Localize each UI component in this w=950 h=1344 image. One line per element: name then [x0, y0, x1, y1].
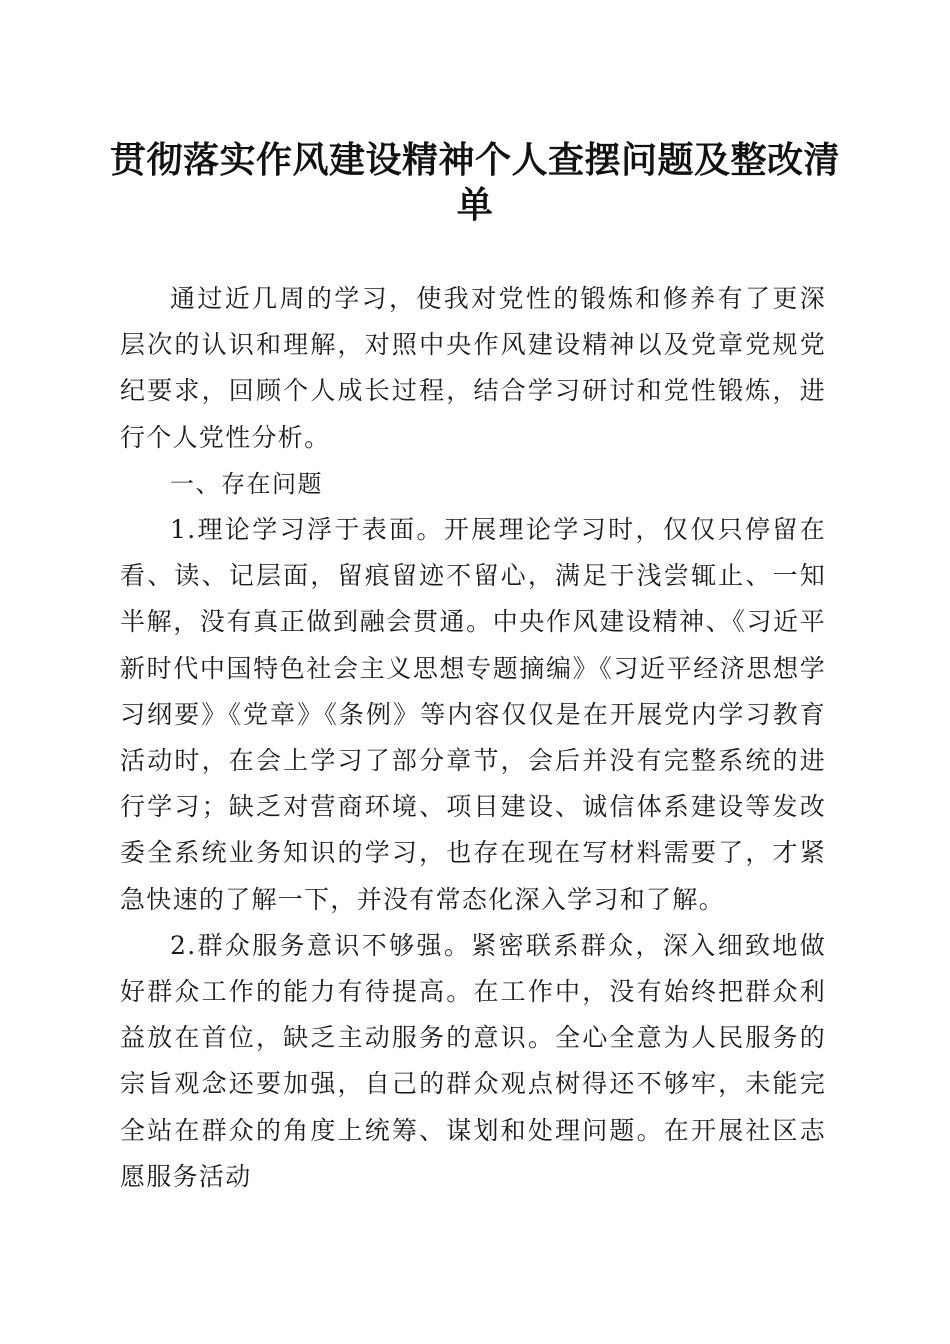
problem-item-2: 2.群众服务意识不够强。紧密联系群众，深入细致地做好群众工作的能力有待提高。在工作中，没有始终把群众利益放在首位，缺乏主动服务的意识。全心全意为人民服务的宗旨观念还要加强，自己的群众观点树得还不够牢，未能完全站在群众的角度上统筹、谋划和处理问题。在开展社区志愿服务活动 [120, 930, 826, 1191]
document-body [120, 276, 826, 1200]
section-heading-problems: 一、存在问题 [170, 469, 323, 498]
document-title: 贯彻落实作风建设精神个人查摆问题及整改清单 [110, 139, 841, 226]
problem-item-1: 1.理论学习浮于表面。开展理论学习时，仅仅只停留在看、读、记层面，留痕留迹不留心，满足于浅尝辄止、一知半解，没有真正做到融会贯通。中央作风建设精神、《习近平新时代中国特色社会主义思想专题摘编》《习近平经济思想学习纲要》《党章》《条例》等内容仅仅是在开展党内学习教育活动时，在会上学习了部分章节，会后并没有完整系统的进行学习；缺乏对营商环境、项目建设、诚信体系建设等发改委全系统业务知识的学习，也存在现在写材料需要了，才紧急快速的了解一下，并没有常态化深入学习和了解。 [120, 515, 826, 914]
intro-paragraph: 通过近几周的学习，使我对党性的锻炼和修养有了更深层次的认识和理解，对照中央作风建设精神以及党章党规党纪要求，回顾个人成长过程，结合学习研讨和党性锻炼，进行个人党性分析。 [120, 284, 826, 452]
